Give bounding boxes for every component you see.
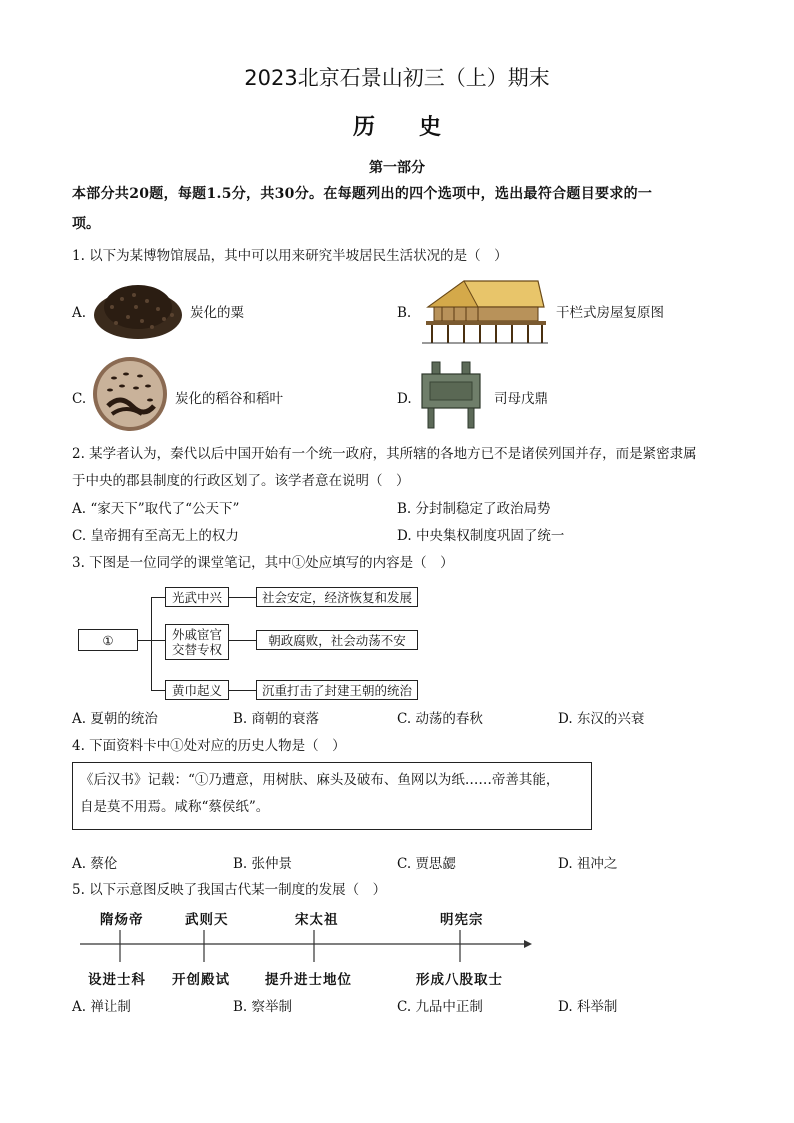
q2-option-a[interactable] <box>72 500 239 518</box>
option-text: 祖冲之 <box>576 856 618 872</box>
option-letter: D. <box>558 711 573 727</box>
q1-stem: 1. 以下为某博物馆展品，其中可以用来研究半坡居民生活状况的是（ ） <box>72 248 508 264</box>
instructions: 本部分共20题，每题1.5分，共30分。在每题列出的四个选项中，选出最符合题目要求的一 <box>72 186 653 202</box>
option-letter: A. <box>72 501 87 517</box>
option-text: 科举制 <box>576 999 618 1015</box>
option-text: 禅让制 <box>90 999 131 1015</box>
timeline-event: 形成八股取士 <box>416 972 503 988</box>
source-card-line: 《后汉书》记载：“①乃遭意，用树肤、麻头及破布、鱼网以为纸……帝善其能， <box>80 772 560 788</box>
option-text: 蔡伦 <box>90 856 118 872</box>
q3-option-b[interactable] <box>233 710 319 728</box>
diagram-effect-box: 社会安定，经济恢复和发展 <box>256 587 418 607</box>
q4-option-d[interactable] <box>558 855 617 873</box>
subject-heading: 历 史 <box>352 114 441 140</box>
option-text: 张仲景 <box>251 856 293 872</box>
option-text: 皇帝拥有至高无上的权力 <box>90 528 239 544</box>
option-letter: B. <box>397 501 412 517</box>
q1-option-c-text: 炭化的稻谷和稻叶 <box>175 391 283 407</box>
timeline-ruler: 宋太祖 <box>295 912 339 928</box>
diagram-effect-box: 朝政腐败，社会动荡不安 <box>256 630 418 650</box>
q1-option-b-letter[interactable]: B. <box>397 305 412 321</box>
q5-stem: 5. 以下示意图反映了我国古代某一制度的发展（ ） <box>72 882 387 898</box>
source-card-line: 自是莫不用焉。咸称“蔡侯纸”。 <box>80 799 270 815</box>
q4-option-c[interactable] <box>397 855 456 873</box>
option-text: 分封制稳定了政治局势 <box>415 501 551 517</box>
q1-option-d-letter[interactable]: D. <box>397 391 412 407</box>
part-heading: 第一部分 <box>369 160 425 176</box>
option-letter: C. <box>72 528 87 544</box>
option-letter: D. <box>558 856 573 872</box>
option-text: 九品中正制 <box>415 999 483 1015</box>
option-letter: C. <box>397 856 412 872</box>
q1-option-a-letter[interactable]: A. <box>72 305 87 321</box>
q5-option-a[interactable] <box>72 998 131 1016</box>
option-letter: B. <box>233 999 248 1015</box>
carbonized-rice-icon <box>92 356 168 432</box>
option-text: “家天下”取代了“公天下” <box>90 501 240 517</box>
q5-option-b[interactable] <box>233 998 292 1016</box>
diagram-cause-box: 黄巾起义 <box>165 680 229 700</box>
q4-source-card <box>72 762 592 830</box>
page-title: 2023北京石景山初三（上）期末 <box>244 66 550 90</box>
timeline-ruler: 武则天 <box>185 912 229 928</box>
q4-option-a[interactable] <box>72 855 117 873</box>
diagram-cause-box: 外戚宦官交替专权 <box>165 624 229 660</box>
timeline-event: 提升进士地位 <box>265 972 352 988</box>
option-letter: C. <box>397 711 412 727</box>
option-letter: A. <box>72 711 87 727</box>
option-letter: A. <box>72 999 87 1015</box>
option-text: 中央集权制度巩固了统一 <box>415 528 565 544</box>
timeline-event: 开创殿试 <box>172 972 230 988</box>
q2-option-c[interactable] <box>72 527 239 545</box>
stilt-house-icon <box>418 277 550 347</box>
option-letter: C. <box>397 999 412 1015</box>
diagram-root-box: ① <box>78 629 138 651</box>
option-text: 察举制 <box>251 999 293 1015</box>
q2-option-b[interactable] <box>397 500 551 518</box>
timeline-ruler: 明宪宗 <box>440 912 484 928</box>
q5-option-d[interactable] <box>558 998 617 1016</box>
option-letter: B. <box>233 711 248 727</box>
option-text: 商朝的衰落 <box>251 711 320 727</box>
q2-stem-continued: 于中央的郡县制度的行政区划了。该学者意在说明（ ） <box>72 473 410 489</box>
timeline-event: 设进士科 <box>88 972 146 988</box>
q2-stem: 2. 某学者认为，秦代以后中国开始有一个统一政府，其所辖的各地方已不是诸侯列国并存，而是紧密隶属 <box>72 446 697 462</box>
q5-option-c[interactable] <box>397 998 483 1016</box>
option-letter: D. <box>558 999 573 1015</box>
q2-option-d[interactable] <box>397 527 564 545</box>
q1-option-c-letter[interactable]: C. <box>72 391 87 407</box>
q3-option-a[interactable] <box>72 710 158 728</box>
q4-stem: 4. 下面资料卡中①处对应的历史人物是（ ） <box>72 738 346 754</box>
timeline-arrow <box>78 930 534 966</box>
q3-option-c[interactable] <box>397 710 483 728</box>
q1-option-b-text: 干栏式房屋复原图 <box>556 305 664 321</box>
diagram-cause-box: 光武中兴 <box>165 587 229 607</box>
q3-option-d[interactable] <box>558 710 644 728</box>
option-letter: D. <box>397 528 412 544</box>
diagram-effect-box: 沉重打击了封建王朝的统治 <box>256 680 418 700</box>
option-text: 夏朝的统治 <box>90 711 158 727</box>
q4-option-b[interactable] <box>233 855 292 873</box>
q3-stem: 3. 下图是一位同学的课堂笔记，其中①处应填写的内容是（ ） <box>72 555 454 571</box>
option-text: 贾思勰 <box>415 856 456 872</box>
option-letter: B. <box>233 856 248 872</box>
option-letter: A. <box>72 856 87 872</box>
timeline-ruler: 隋炀帝 <box>100 912 144 928</box>
option-text: 东汉的兴衰 <box>576 711 645 727</box>
q1-option-d-text: 司母戊鼎 <box>494 391 548 407</box>
q1-option-a-text: 炭化的粟 <box>190 305 244 321</box>
instructions-continued: 项。 <box>72 216 100 232</box>
option-text: 动荡的春秋 <box>415 711 483 727</box>
bronze-ding-icon <box>418 360 484 430</box>
carbonized-millet-icon <box>92 277 184 343</box>
